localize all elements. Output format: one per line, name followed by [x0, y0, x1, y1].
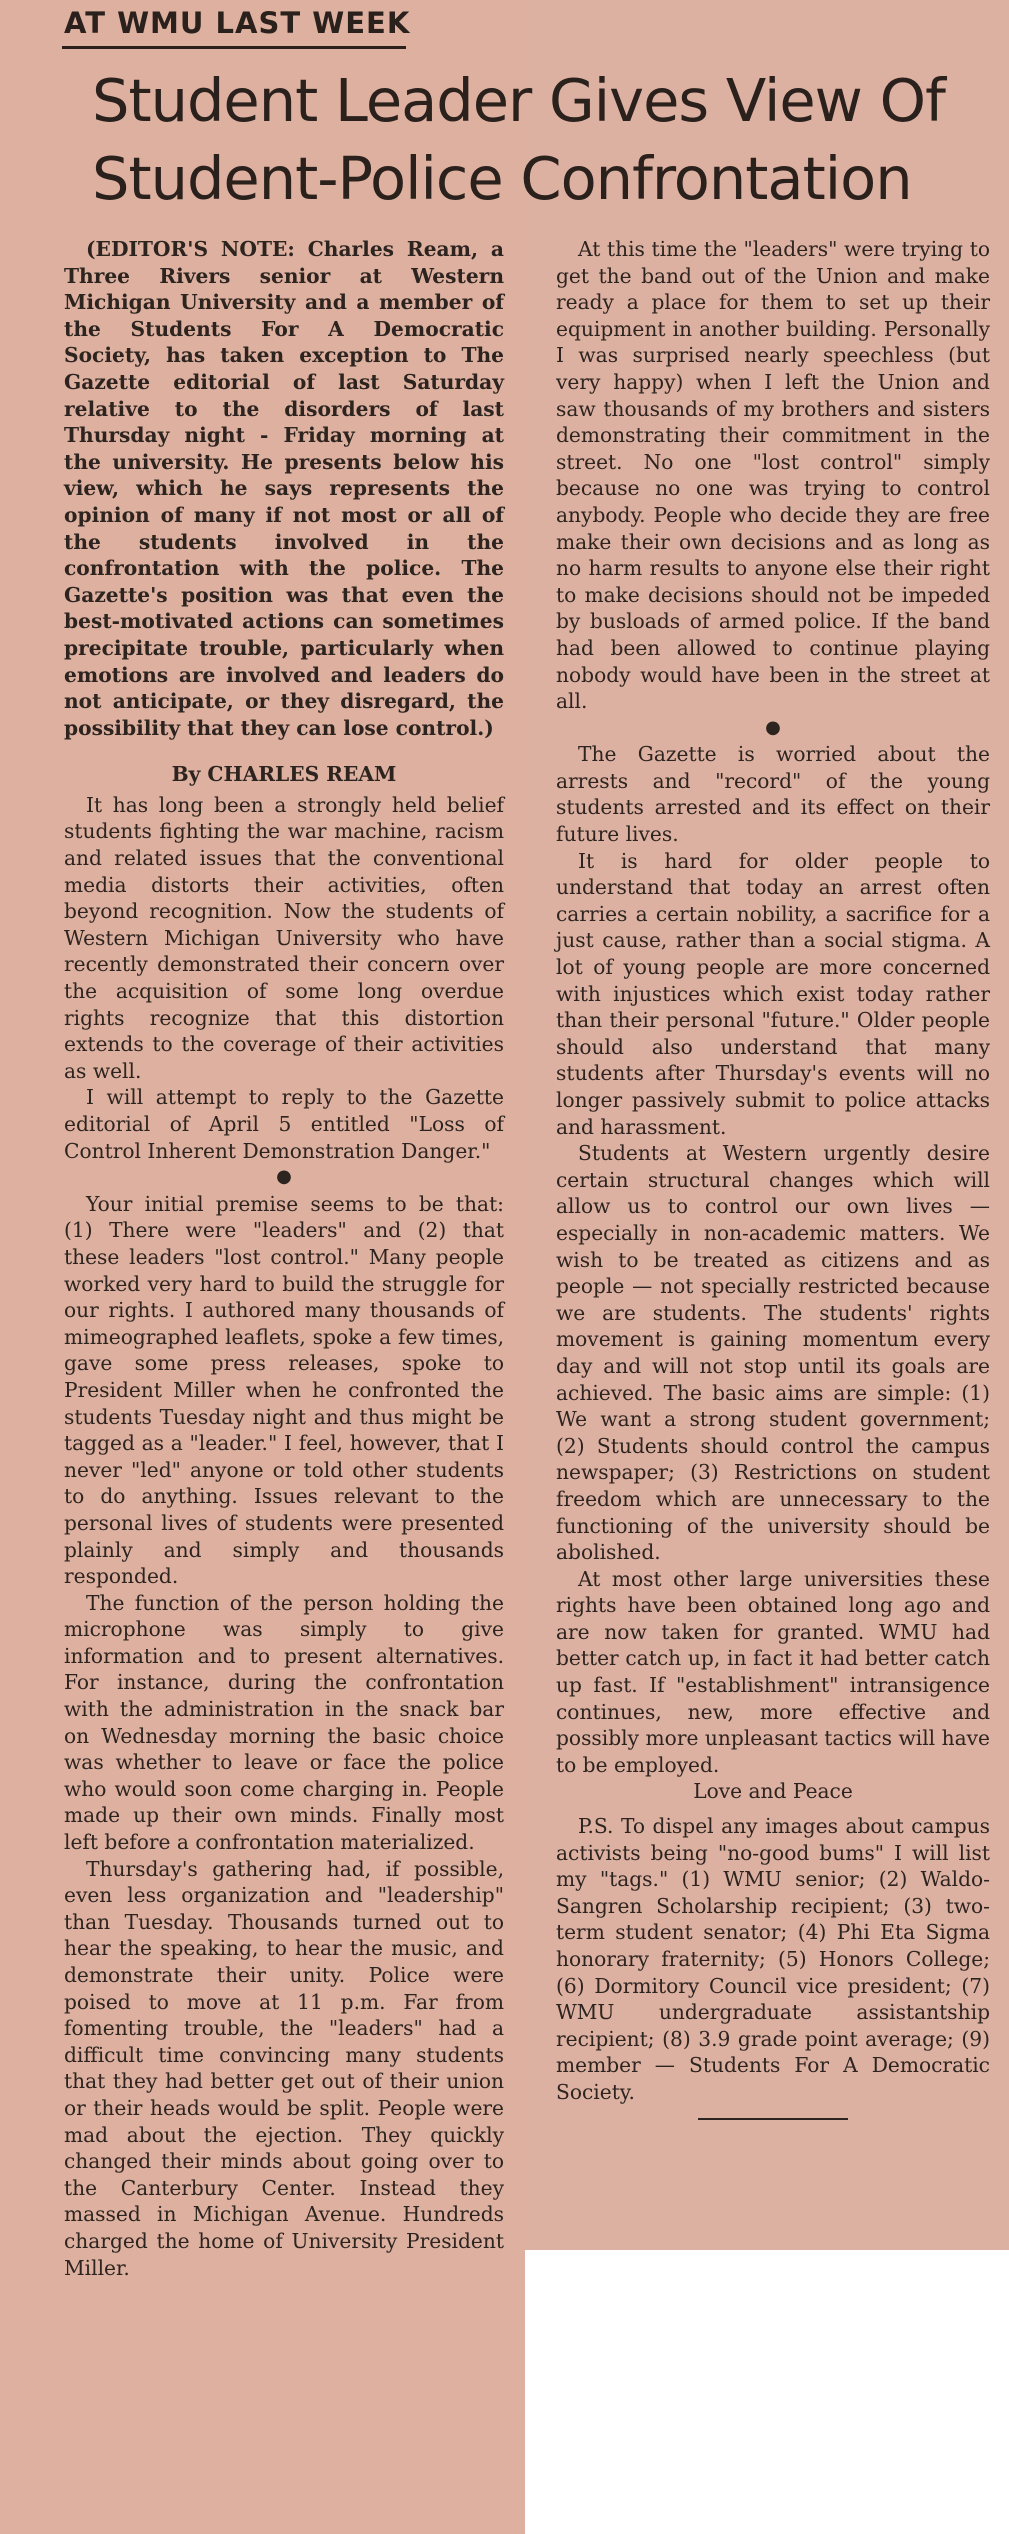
separator-dot: ●	[276, 1166, 292, 1188]
paragraph: Students at Western urgently desire certain structural changes which will allow us to control our own lives — especially in non-academic matters. We wish to be treated as citizens and as people — not specially restricted because we are students. The students' rights movement is gaining momentum every day and will not stop until its goals are achieved. The basic aims are simple: (1) We want a strong student government; (2) Students should control the campus newspaper; (3) Restrictions on student freedom which are unnecessary to the functioning of the university should be abolished.	[556, 1141, 990, 1565]
paragraph: It has long been a strongly held belief students fighting the war machine, racism and related issues that the conventional media distorts their activities, often beyond recognition. Now the students of Western Michigan University who have recently demonstrated their concern over the acquisition of some long overdue rights recognize that this distortion extends to the coverage of their activities as well.	[64, 792, 504, 1083]
left-column	[64, 236, 504, 2281]
paragraph: The Gazette is worried about the arrests and "record" of the young students arrested and its effect on their future lives.	[556, 742, 990, 847]
signoff: Love and Peace	[693, 1779, 853, 1804]
paragraph: I will attempt to reply to the Gazette editorial of April 5 entitled "Loss of Control Inherent Demonstration Danger."	[64, 1085, 504, 1163]
paragraph: The function of the person holding the microphone was simply to give information and to present alternatives. For instance, during the confrontation with the administration in the snack bar on Wednesday morning the basic choice was whether to leave or face the police who would soon come charging in. People made up their own minds. Finally most left before a confrontation materialized.	[64, 1590, 504, 1855]
kicker: AT WMU LAST WEEK	[64, 6, 411, 40]
kicker-underline	[62, 46, 406, 49]
paragraph: At this time the "leaders" were trying to get the band out of the Union and make ready a place for them to set up their equipment in another building. Personally I was surprised nearly speechless (but very happy) when I left the Union and saw thousands of my brothers and sisters demonstrating their commitment in the street. No one "lost control" simply because no one was trying to control anybody. People who decide they are free make their own decisions and as long as no harm results to anyone else their right to make decisions should not be impeded by busloads of armed police. If the band had been allowed to continue playing nobody would have been in the street at all.	[556, 237, 990, 714]
byline: By CHARLES REAM	[171, 762, 397, 787]
paragraph: Your initial premise seems to be that: (1) There were "leaders" and (2) that these leaders "lost control." Many people worked very hard to build the struggle for our rights. I authored many thousands of mimeographed leaflets, spoke a few times, gave some press releases, spoke to President Miller when he confronted the students Tuesday night and thus might be tagged as a "leader." I feel, however, that I never "led" anyone or told other students to do anything. Issues relevant to the personal lives of students were presented plainly and simply and thousands responded.	[64, 1191, 504, 1589]
end-rule	[698, 2118, 848, 2120]
paragraph: At most other large universities these rights have been obtained long ago and are now taken for granted. WMU had better catch up, in fact it had better catch up fast. If "establishment" intransigence continues, new, more effective and possibly more unpleasant tactics will have to be employed.	[556, 1566, 990, 1777]
blank-area	[525, 2250, 1009, 2534]
paragraph: Thursday's gathering had, if possible, even less organization and "leadership" than Tuesday. Thousands turned out to hear the speaking, to hear the music, and demonstrate their unity. Police were poised to move at 11 p.m. Far from fomenting trouble, the "leaders" had a difficult time convincing many students that they had better get out of their union or their heads would be split. People were mad about the ejection. They quickly changed their minds about going over to the Canterbury Center. Instead they massed in Michigan Avenue. Hundreds charged the home of University President Miller.	[64, 1856, 504, 2280]
separator-dot: ●	[765, 716, 781, 738]
paragraph: It is hard for older people to understand that today an arrest often carries a certain nobility, a sacrifice for a just cause, rather than a social stigma. A lot of young people are more concerned with injustices which exist today rather than their personal "future." Older people should also understand that many students after Thursday's events will no longer passively submit to police attacks and harassment.	[556, 848, 990, 1139]
right-column	[556, 236, 990, 2120]
editors-note: (EDITOR'S NOTE: Charles Ream, a Three Rivers senior at Western Michigan University and a member of the Students For A Democratic Society, has taken exception to The Gazette editorial of last Saturday relative to the disorders of last Thursday night - Friday morning at the university. He presents below his view, which he says represents the opinion of many if not most or all of the students involved in the confrontation with the police. The Gazette's position was that even the best-motivated actions can sometimes precipitate trouble, particularly when emotions are involved and leaders do not anticipate, or they disregard, the possibility that they can lose control.)	[64, 237, 504, 740]
postscript: P.S. To dispel any images about campus activists being "no-good bums" I will list my "tags." (1) WMU senior; (2) Waldo-Sangren Scholarship recipient; (3) two-term student senator; (4) Phi Eta Sigma honorary fraternity; (5) Honors College; (6) Dormitory Council vice president; (7) WMU undergraduate assistantship recipient; (8) 3.9 grade point average; (9) member — Students For A Democratic Society.	[556, 1814, 990, 2104]
headline: Student Leader Gives View Of Student-Police Confrontation	[92, 66, 945, 213]
